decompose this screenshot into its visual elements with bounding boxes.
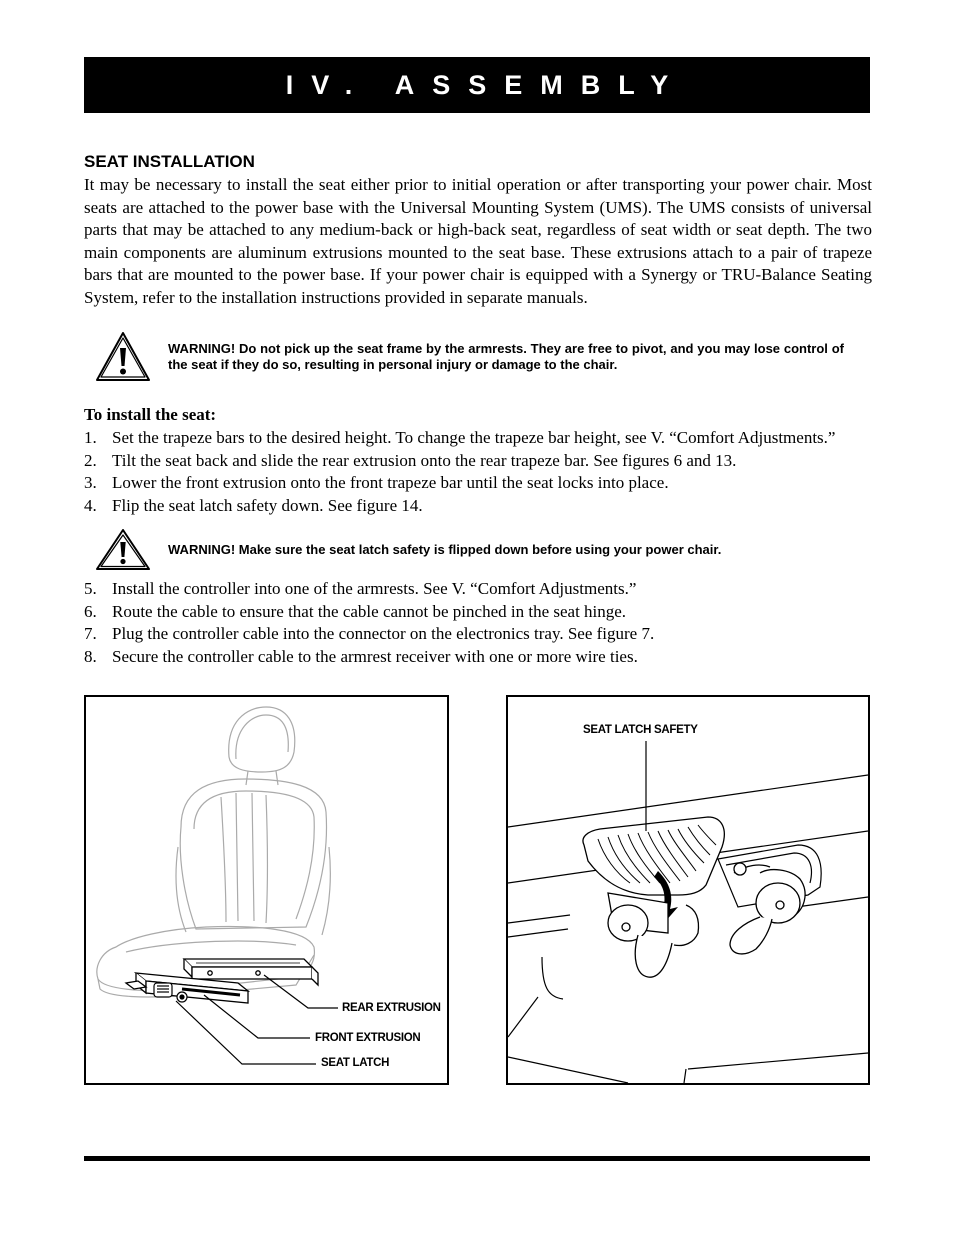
list-item: 5. Install the controller into one of the armrests. See V. “Comfort Adjustments.” <box>84 579 637 598</box>
list-item: 6. Route the cable to ensure that the cable cannot be pinched in the seat hinge. <box>84 601 627 621</box>
section-banner <box>84 57 870 113</box>
warning-block-2 <box>94 528 721 572</box>
latch-safety-illustration <box>508 697 868 1083</box>
callout-rear-extrusion: REAR EXTRUSION <box>342 1002 441 1014</box>
steps-heading: To install the seat: <box>84 405 217 424</box>
list-item: 7. Plug the controller cable into the connector on the electronics tray. See figure 7. <box>84 624 655 643</box>
footer-rule <box>84 1156 870 1161</box>
warning-triangle-icon <box>94 330 152 384</box>
list-item: 3. Lower the front extrusion onto the front trapeze bar until the seat locks into place. <box>84 473 669 492</box>
list-item: 1. Set the trapeze bars to the desired height. To change the trapeze bar height, see V. “Comfort Adjustments.” <box>84 428 836 447</box>
steps-list-a <box>84 427 874 517</box>
list-item: 8. Secure the controller cable to the armrest receiver with one or more wire ties. <box>84 646 638 666</box>
warning-triangle-icon <box>94 528 152 572</box>
section-heading: SEAT INSTALLATION <box>84 152 255 171</box>
figure-seat-latch-safety <box>506 695 870 1085</box>
list-item: 2. Tilt the seat back and slide the rear extrusion onto the rear trapeze bar. See figures 6 and 13. <box>84 450 737 470</box>
callout-seat-latch-safety: SEAT LATCH SAFETY <box>583 724 698 736</box>
callout-front-extrusion: FRONT EXTRUSION <box>315 1032 421 1044</box>
figure-seat-extrusions <box>84 695 449 1085</box>
callout-seat-latch: SEAT LATCH <box>321 1057 390 1069</box>
banner-title: IV. ASSEMBLY <box>285 69 687 100</box>
warning-text-2: WARNING! Make sure the seat latch safety is flipped down before using your power chair. <box>168 541 722 557</box>
warning-text-1: WARNING! Do not pick up the seat frame by the armrests. They are free to pivot, and you may lose control of the seat if they do so, resulting in personal injury or damage to the chair. <box>168 340 844 372</box>
list-item: 4. Flip the seat latch safety down. See figure 14. <box>84 495 423 515</box>
seat-illustration <box>86 697 447 1083</box>
intro-paragraph: It may be necessary to install the seat either prior to initial operation or after transporting your power chair. Most seats are attached to the power base with the Universal Mounting System (UMS). The UMS consists of universal parts that may be attached to any medium-back or high-back seat, regardless of seat width or seat depth. The two main components are aluminum extrusions mounted to the seat base. These extrusions attach to a pair of trapeze bars that are mounted to the power base. If your power chair is equipped with a Synergy or TRU-Balance Seating System, refer to the installation instructions provided in separate manuals. <box>84 175 872 307</box>
steps-list-b <box>84 578 874 668</box>
warning-block-1 <box>94 330 844 384</box>
